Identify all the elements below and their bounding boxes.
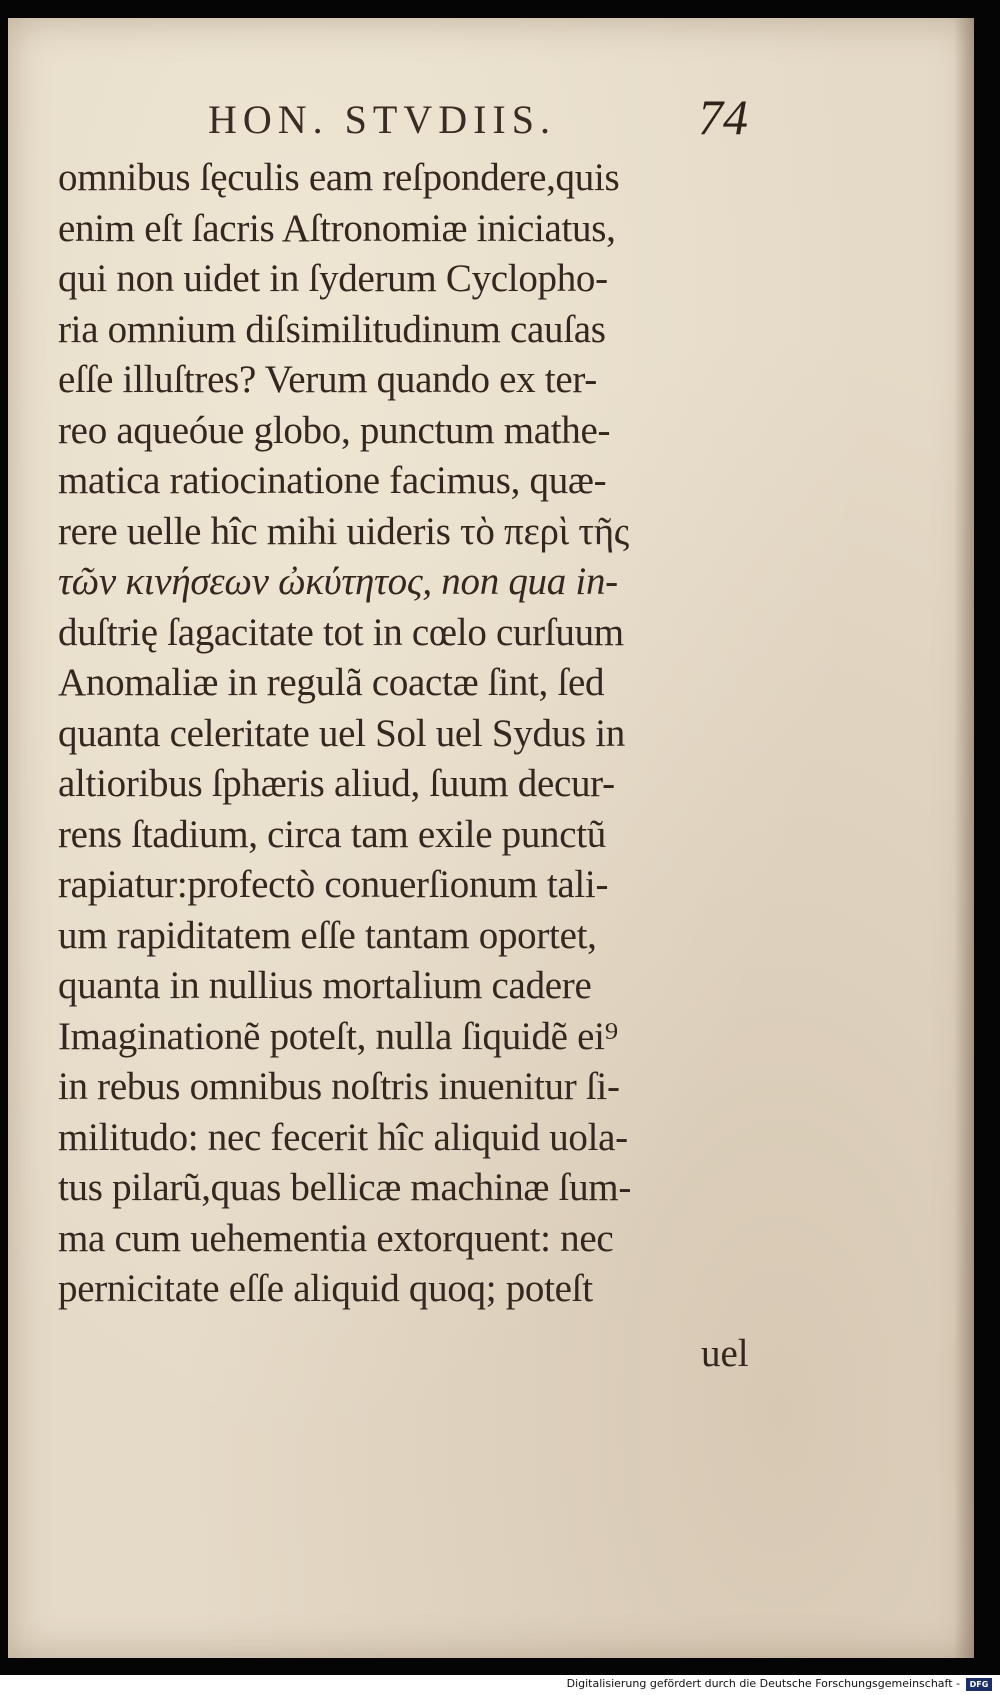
- text-line: um rapiditatem eſſe tantam oportet,: [58, 913, 597, 957]
- text-line: tus pilarũ,quas bellicæ machinæ ſum-: [58, 1166, 632, 1209]
- text-line: qui non uidet in ſyderum Cyclopho-: [58, 257, 608, 300]
- text-line: rere uelle hîc mihi uideris τὸ περὶ τῆς: [58, 509, 629, 553]
- text-line: ria omnium diſsimilitudinum cauſas: [58, 307, 606, 351]
- text-line: rens ſtadium, circa tam exile punctũ: [58, 812, 606, 856]
- text-line: duſtrię ſagacitate tot in cœlo curſuum: [58, 610, 624, 654]
- book-page: [8, 18, 974, 1658]
- text-line: eſſe illuſtres? Verum quando ex ter-: [58, 358, 597, 401]
- text-line: enim eſt ſacris Aſtronomiæ iniciatus,: [58, 206, 616, 250]
- text-line: altioribus ſphæris aliud, ſuum decur-: [58, 762, 615, 805]
- text-line: in rebus omnibus noſtris inuenitur ſi-: [58, 1065, 620, 1108]
- funding-credit: Digitalisierung gefördert durch die Deutsche Forschungsgemeinschaft -: [566, 1677, 960, 1690]
- text-line: militudo: nec fecerit hîc aliquid uola-: [58, 1115, 628, 1159]
- text-line: rapiatur:profectò conuerſionum tali-: [58, 863, 609, 906]
- running-head: HON. STVDIIS.: [208, 97, 556, 142]
- body-text: [58, 153, 778, 1315]
- text-line: pernicitate eſſe aliquid quoq; poteſt: [58, 1267, 593, 1310]
- text-line: matica ratiocinatione facimus, quæ-: [58, 459, 607, 502]
- text-line: quanta celeritate uel Sol uel Sydus in: [58, 711, 625, 755]
- text-line: Imaginationẽ poteſt, nulla ſiquidẽ ei⁹: [58, 1014, 618, 1058]
- footer-bar: [0, 1675, 1000, 1695]
- text-line: τῶν κινήσεων ὠκύτητος, non qua in-: [58, 560, 618, 603]
- text-line: ma cum uehementia extorquent: nec: [58, 1216, 614, 1260]
- page-edge-shadow: [954, 18, 974, 1658]
- text-line: omnibus ſęculis eam reſpondere,quis: [58, 156, 620, 199]
- catchword: uel: [701, 1332, 749, 1375]
- page-number: 74: [698, 89, 748, 145]
- text-line: reo aqueóue globo, punctum mathe-: [58, 408, 611, 452]
- dfg-logo-icon: DFG: [966, 1678, 992, 1691]
- text-line: Anomaliæ in regulã coactæ ſint, ſed: [58, 661, 605, 704]
- text-line: quanta in nullius mortalium cadere: [58, 964, 592, 1007]
